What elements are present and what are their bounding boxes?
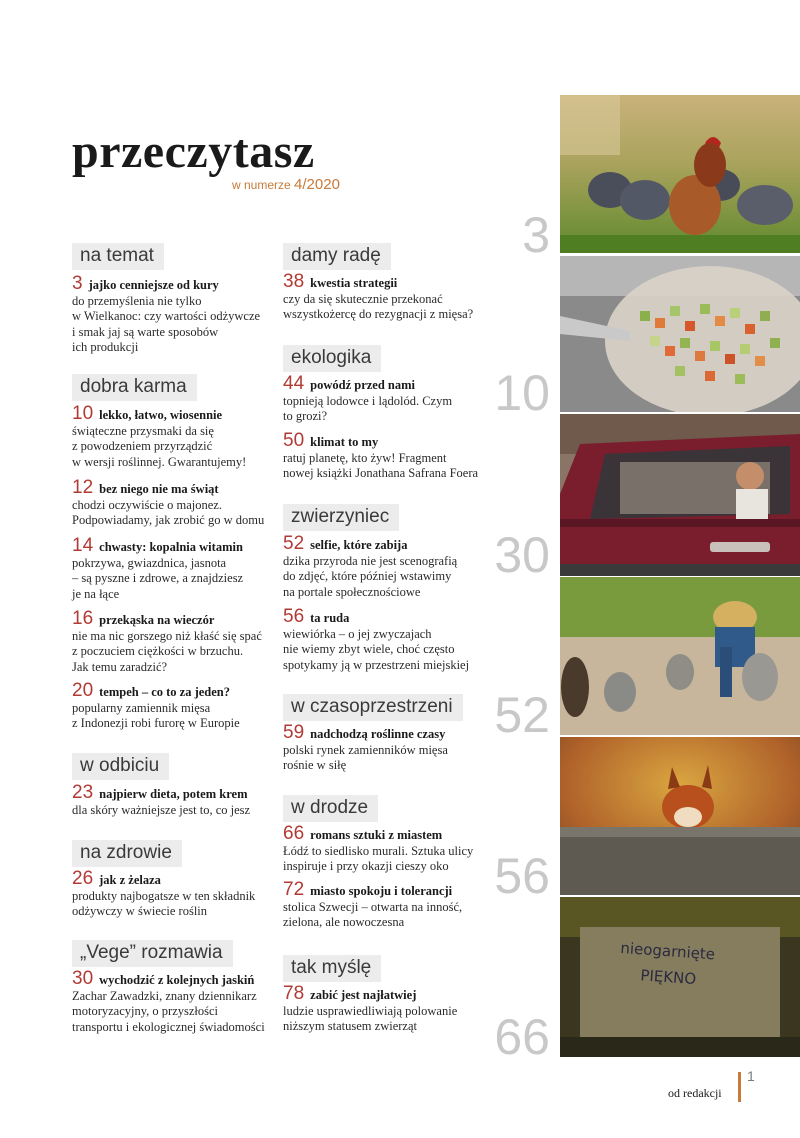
salad-image <box>560 256 800 412</box>
toc-entry[interactable] <box>72 608 262 675</box>
entry-headline: bez niego nie ma świąt <box>99 482 219 496</box>
entry-page-number: 23 <box>72 782 94 803</box>
entry-headline: wychodzić z kolejnych jaskiń <box>99 973 255 987</box>
footer-divider <box>738 1072 741 1102</box>
section-na-zdrowie <box>72 840 182 867</box>
entry-line: chodzi oczywiście o majonez. <box>72 497 222 512</box>
entry-page-number: 3 <box>72 273 83 294</box>
photo-salad[interactable] <box>560 256 800 412</box>
entry-headline: lekko, łatwo, wiosennie <box>99 408 223 422</box>
entry-page-number: 56 <box>283 606 305 627</box>
entry-page-number: 59 <box>283 722 305 743</box>
entry-line: – są pyszne i zdrowe, a znajdziesz <box>72 571 244 585</box>
entry-page-number: 44 <box>283 373 305 394</box>
entry-line: spotykamy ją w przestrzeni miejskiej <box>283 657 470 672</box>
entry-line: świąteczne przysmaki da się <box>72 423 214 438</box>
toc-entry[interactable] <box>283 983 458 1035</box>
monkeys-image <box>560 577 800 735</box>
entry-headline: romans sztuki z miastem <box>310 828 443 842</box>
photo-page-number: 3 <box>522 207 550 263</box>
entry-page-number: 78 <box>283 983 305 1004</box>
poultry-image <box>560 95 800 253</box>
squirrel-image <box>560 737 800 895</box>
toc-entry[interactable] <box>72 680 240 732</box>
entry-headline: miasto spokoju i tolerancji <box>310 884 453 898</box>
photo-poultry[interactable] <box>560 95 800 253</box>
photo-page-number: 30 <box>494 527 550 583</box>
section-dobra-karma <box>72 374 197 401</box>
section-header: tak myślę <box>283 955 381 982</box>
issue-label <box>232 176 340 193</box>
entry-page-number: 30 <box>72 968 94 989</box>
toc-entry[interactable] <box>283 430 479 482</box>
entry-line: Łódź to siedlisko murali. Sztuka ulicy <box>283 843 474 858</box>
entry-line: nie ma nic gorszego niż kłaść się spać <box>72 628 262 643</box>
toc-entry[interactable] <box>283 533 458 600</box>
section-w-drodze <box>283 795 378 822</box>
entry-line: to grozi? <box>283 409 328 423</box>
entry-line: transportu i ekologicznej świadomości <box>72 1019 265 1034</box>
section-header: damy radę <box>283 243 391 270</box>
entry-line: z powodzeniem przyrządzić <box>72 439 213 453</box>
entry-line: ludzie usprawiedliwiają polowanie <box>283 1003 458 1018</box>
entry-line: niższym statusem zwierząt <box>283 1019 417 1033</box>
entry-line: topnieją lodowce i lądolód. Czym <box>283 393 453 408</box>
entry-line: do przemyślenia nie tylko <box>72 293 202 308</box>
section-header: w drodze <box>283 795 378 822</box>
section-zwierzyniec <box>283 504 399 531</box>
entry-line: popularny zamiennik mięsa <box>72 700 211 715</box>
entry-headline: tempeh – co to za jeden? <box>99 685 231 699</box>
section-header: „Vege” rozmawia <box>72 940 233 967</box>
entry-page-number: 38 <box>283 271 305 292</box>
photo-car[interactable] <box>560 414 800 576</box>
section-header: w czasoprzestrzeni <box>283 694 463 721</box>
graffiti-text-1: nieogarnięte <box>619 938 716 964</box>
entry-line: polski rynek zamienników mięsa <box>283 742 448 757</box>
entry-line: produkty najbogatsze w ten składnik <box>72 888 256 903</box>
entry-line: Podpowiadamy, jak zrobić go w domu <box>72 513 265 527</box>
page-title: przeczytasz <box>72 125 315 178</box>
entry-headline: przekąska na wieczór <box>99 613 215 627</box>
toc-entry[interactable] <box>283 879 463 931</box>
photo-page-number: 10 <box>494 365 550 421</box>
entry-line: ratuj planetę, kto żyw! Fragment <box>283 450 447 465</box>
entry-page-number: 26 <box>72 868 94 889</box>
entry-line: wszystkożercę do rezygnacji z mięsa? <box>283 307 474 321</box>
entry-headline: chwasty: kopalnia witamin <box>99 540 243 554</box>
entry-headline: jajko cenniejsze od kury <box>88 278 219 292</box>
toc-entry[interactable] <box>72 403 247 470</box>
entry-page-number: 16 <box>72 608 94 629</box>
photo-graffiti[interactable] <box>560 897 800 1057</box>
entry-headline: kwestia strategii <box>310 276 398 290</box>
entry-headline: klimat to my <box>310 435 379 449</box>
section-vege-rozmawia <box>72 940 233 967</box>
section-header: ekologika <box>283 345 381 372</box>
entry-line: ich produkcji <box>72 340 139 354</box>
entry-line: czy da się skutecznie przekonać <box>283 291 443 306</box>
entry-page-number: 20 <box>72 680 94 701</box>
entry-headline: zabić jest najłatwiej <box>310 988 417 1002</box>
entry-line: nie wiemy zbyt wiele, choć często <box>283 642 455 656</box>
car-image <box>560 414 800 576</box>
section-tak-mysle <box>283 955 381 982</box>
entry-page-number: 12 <box>72 477 94 498</box>
section-w-czasoprzestrzeni <box>283 694 463 721</box>
section-ekologika <box>283 345 381 372</box>
footer-page-number: 1 <box>747 1068 755 1084</box>
entry-line: dla skóry ważniejsze jest to, co jesz <box>72 802 251 817</box>
toc-entry[interactable] <box>72 868 256 920</box>
section-header: zwierzyniec <box>283 504 399 531</box>
entry-line: dzika przyroda nie jest scenografią <box>283 553 458 568</box>
section-na-temat <box>72 243 164 270</box>
toc-entry[interactable] <box>72 782 251 818</box>
entry-line: i smak jaj są warte sposobów <box>72 324 219 339</box>
entry-line: zielona, ale nowoczesna <box>283 915 405 929</box>
entry-line: rośnie w siłę <box>283 758 347 772</box>
entry-headline: najpierw dieta, potem krem <box>99 787 248 801</box>
entry-headline: powódź przed nami <box>310 378 416 392</box>
entry-headline: ta ruda <box>310 611 350 625</box>
entry-line: odżywczy w świecie roślin <box>72 904 208 918</box>
section-header: dobra karma <box>72 374 197 401</box>
toc-entry[interactable] <box>283 373 453 425</box>
section-header: na temat <box>72 243 164 270</box>
entry-line: pokrzywa, gwiazdnica, jasnota <box>72 555 227 570</box>
entry-line: Jak temu zaradzić? <box>72 659 168 674</box>
photo-page-number: 66 <box>494 1009 550 1065</box>
graffiti-image <box>560 897 800 1057</box>
section-damy-rade <box>283 243 391 270</box>
issue-label-text: w numerze <box>232 178 291 192</box>
issue-number: 4/2020 <box>294 176 340 193</box>
entry-line: stolica Szwecji – otwarta na inność, <box>283 899 463 914</box>
toc-entry[interactable] <box>72 477 265 529</box>
entry-line: w wersji roślinnej. Gwarantujemy! <box>72 454 247 469</box>
photo-squirrel[interactable] <box>560 737 800 895</box>
entry-line: z Indonezji robi furorę w Europie <box>72 716 240 730</box>
entry-line: motoryzacyjny, o przyszłości <box>72 1004 219 1018</box>
photo-page-number: 56 <box>494 848 550 904</box>
entry-line: w Wielkanoc: czy wartości odżywcze <box>72 309 261 323</box>
footer-label: od redakcji <box>668 1086 722 1100</box>
entry-headline: selfie, które zabija <box>310 538 408 552</box>
photo-monkeys[interactable] <box>560 577 800 735</box>
section-header: w odbiciu <box>72 753 169 780</box>
entry-line: je na łące <box>72 586 120 601</box>
section-header: na zdrowie <box>72 840 182 867</box>
section-w-odbiciu <box>72 753 169 780</box>
entry-page-number: 14 <box>72 535 94 556</box>
graffiti-text-2: PIĘKNO <box>639 966 697 989</box>
entry-line: do zdjęć, które później wstawimy <box>283 569 452 583</box>
toc-entry[interactable] <box>283 271 474 323</box>
entry-line: z poczuciem ciężkości w brzuchu. <box>72 644 244 658</box>
entry-line: nowej książki Jonathana Safrana Foera <box>283 466 479 480</box>
entry-line: inspiruje i przy okazji cieszy oko <box>283 859 449 873</box>
entry-page-number: 66 <box>283 823 305 844</box>
entry-line: Zachar Zawadzki, znany dziennikarz <box>72 988 257 1003</box>
toc-entry[interactable] <box>283 606 470 673</box>
toc-entry[interactable] <box>72 535 244 602</box>
toc-entry[interactable] <box>283 823 474 875</box>
toc-entry[interactable] <box>72 968 265 1035</box>
entry-page-number: 52 <box>283 533 305 554</box>
entry-headline: jak z żelaza <box>99 873 161 887</box>
entry-headline: nadchodzą roślinne czasy <box>310 727 446 741</box>
toc-entry[interactable] <box>283 722 448 774</box>
entry-line: na portale społecznościowe <box>283 584 421 599</box>
toc-entry[interactable] <box>72 273 261 356</box>
entry-page-number: 10 <box>72 403 94 424</box>
entry-line: wiewiórka – o jej zwyczajach <box>283 626 432 641</box>
photo-page-number: 52 <box>494 687 550 743</box>
entry-page-number: 72 <box>283 879 305 900</box>
entry-page-number: 50 <box>283 430 305 451</box>
